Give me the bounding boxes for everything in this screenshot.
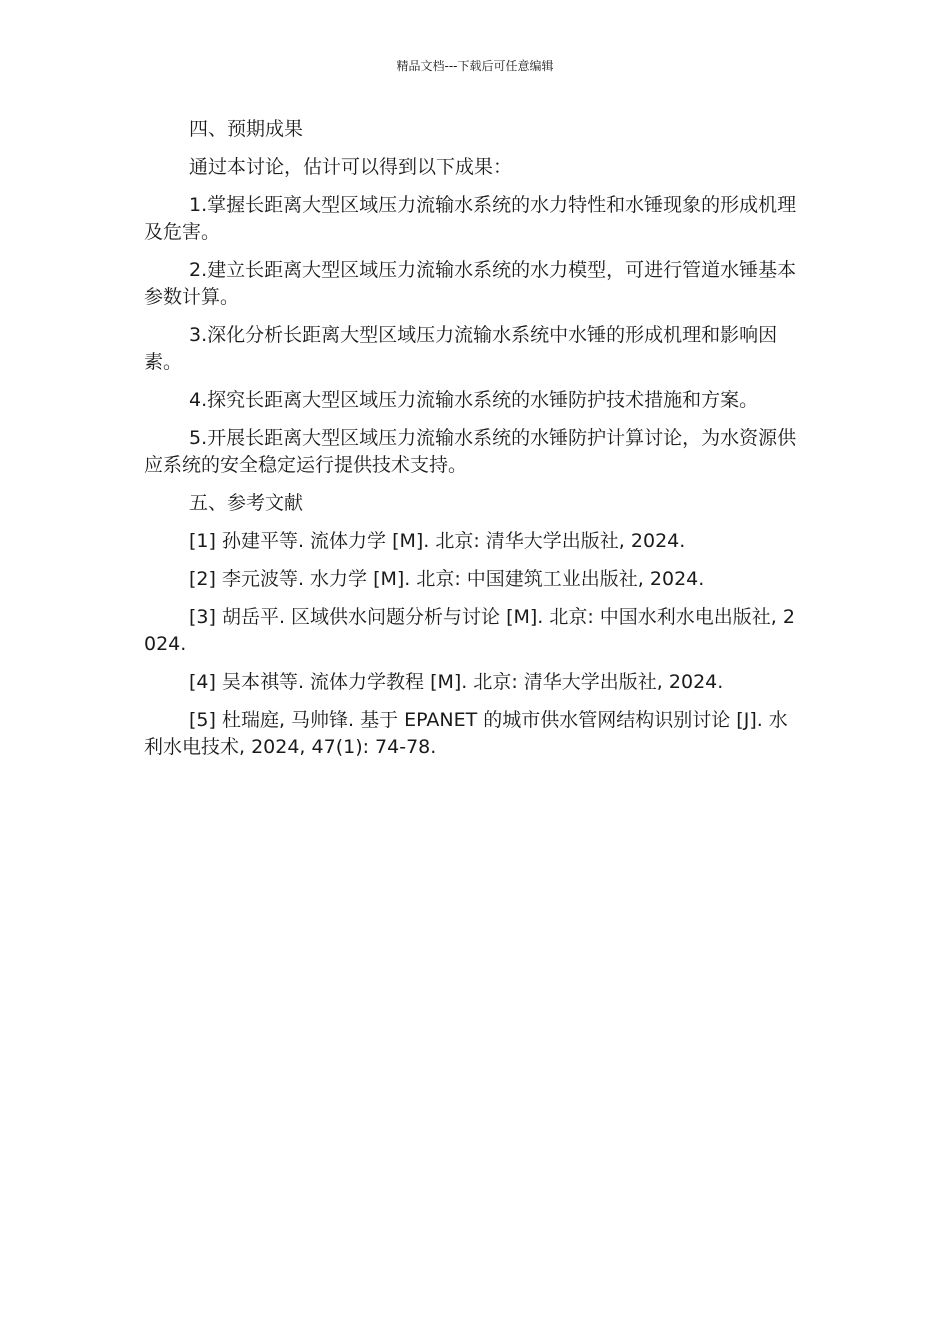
result-item-3: 3.深化分析长距离大型区域压力流输水系统中水锤的形成机理和影响因素。	[144, 324, 778, 373]
reference-1: [1] 孙建平等. 流体力学 [M]. 北京: 清华大学出版社, 2024.	[189, 530, 686, 552]
intro-paragraph: 通过本讨论，估计可以得到以下成果：	[189, 156, 513, 178]
result-item-5: 5.开展长距离大型区域压力流输水系统的水锤防护计算讨论，为水资源供应系统的安全稳定运行提供技术支持。	[144, 427, 797, 476]
section-heading-expected-results: 四、预期成果	[189, 118, 304, 140]
reference-2: [2] 李元波等. 水力学 [M]. 北京: 中国建筑工业出版社, 2024.	[189, 568, 705, 590]
reference-3: [3] 胡岳平. 区域供水问题分析与讨论 [M]. 北京: 中国水利水电出版社, 2024.	[144, 606, 795, 655]
reference-4: [4] 吴本祺等. 流体力学教程 [M]. 北京: 清华大学出版社, 2024.	[189, 671, 724, 693]
result-item-1: 1.掌握长距离大型区域压力流输水系统的水力特性和水锤现象的形成机理及危害。	[144, 194, 797, 243]
document-body	[144, 116, 806, 772]
result-item-2: 2.建立长距离大型区域压力流输水系统的水力模型，可进行管道水锤基本参数计算。	[144, 259, 797, 308]
page-header: 精品文档---下载后可任意编辑	[396, 59, 554, 73]
section-heading-references: 五、参考文献	[189, 492, 304, 514]
result-item-4: 4.探究长距离大型区域压力流输水系统的水锤防护技术措施和方案。	[189, 389, 759, 411]
reference-5: [5] 杜瑞庭, 马帅锋. 基于 EPANET 的城市供水管网结构识别讨论 [J]. 水利水电技术, 2024, 47(1): 74-78.	[144, 709, 788, 758]
